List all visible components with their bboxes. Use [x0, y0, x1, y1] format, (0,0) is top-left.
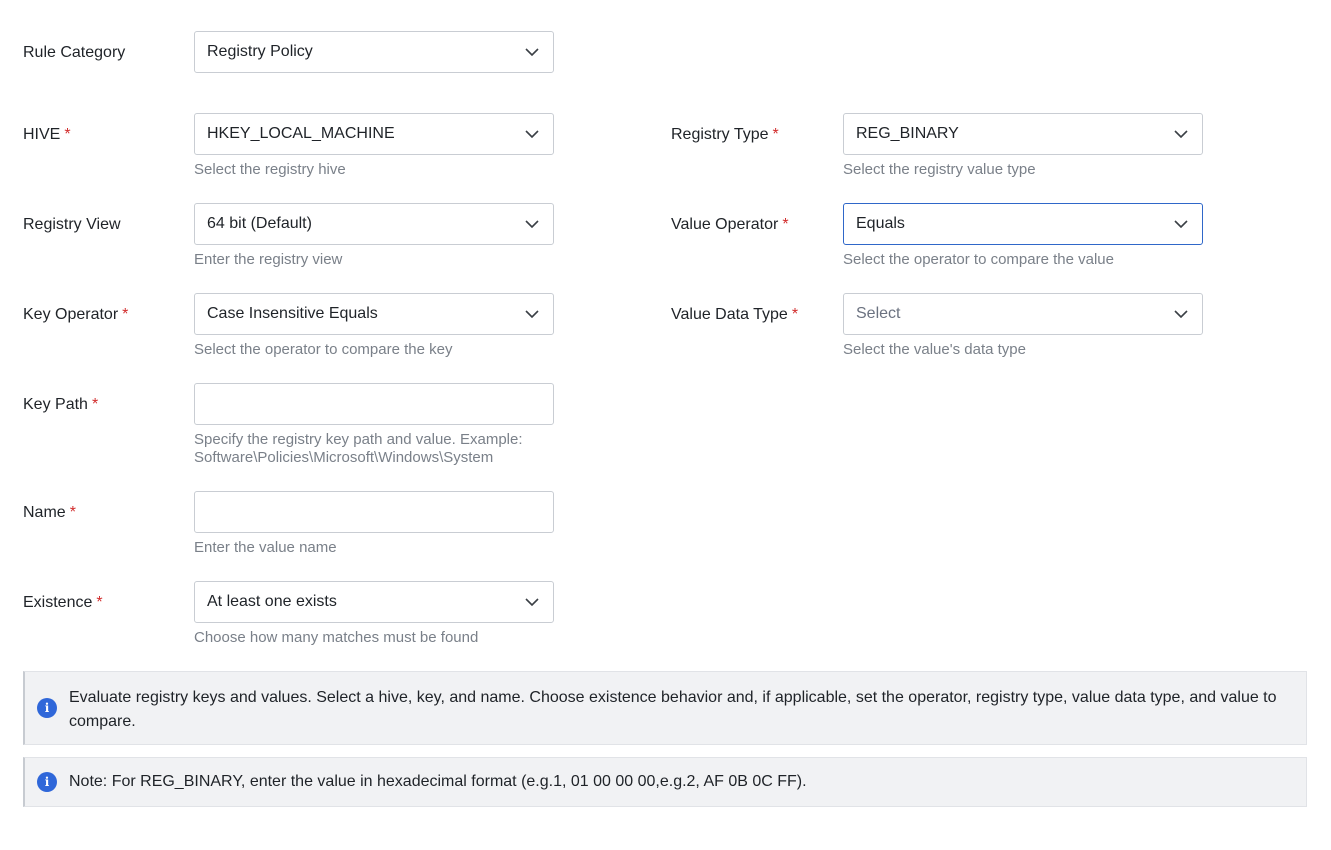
value-data-type-help: Select the value's data type	[843, 341, 1026, 358]
required-marker: *	[791, 306, 799, 323]
name-input[interactable]	[207, 492, 541, 532]
value-data-type-label: Value Data Type *	[671, 306, 799, 323]
key-operator-help: Select the operator to compare the key	[194, 341, 453, 358]
key-path-input[interactable]	[207, 384, 541, 424]
key-operator-select[interactable]	[194, 293, 554, 335]
hive-value: HKEY_LOCAL_MACHINE	[207, 125, 395, 142]
info-icon: i	[37, 698, 57, 718]
info-banner-text: Evaluate registry keys and values. Select a hive, key, and name. Choose existence behavior and, if applicable, set the operator, registry type, value data type, and value to compare.	[69, 689, 1277, 730]
note-banner-text: Note: For REG_BINARY, enter the value in hexadecimal format (e.g.1, 01 00 00 00,e.g.2, AF 0B 0C FF).	[69, 773, 807, 790]
required-marker: *	[64, 126, 71, 143]
key-path-help-line1: Specify the registry key path and value. Example:	[194, 431, 523, 448]
registry-view-select[interactable]	[194, 203, 554, 245]
rule-category-label: Rule Category	[23, 44, 126, 61]
hive-help: Select the registry hive	[194, 161, 346, 178]
key-operator-value: Case Insensitive Equals	[207, 305, 378, 322]
registry-type-help: Select the registry value type	[843, 161, 1036, 178]
existence-label: Existence *	[23, 594, 103, 611]
required-marker: *	[91, 396, 99, 413]
value-operator-label: Value Operator *	[671, 216, 789, 233]
info-banner	[23, 671, 1307, 745]
hive-select[interactable]	[194, 113, 554, 155]
registry-type-value: REG_BINARY	[856, 125, 959, 142]
info-icon: i	[37, 772, 57, 792]
registry-view-label: Registry View	[23, 216, 121, 233]
required-marker: *	[772, 126, 779, 143]
value-operator-select[interactable]	[843, 203, 1203, 245]
required-marker: *	[122, 306, 129, 323]
name-help: Enter the value name	[194, 539, 337, 556]
key-path-help	[194, 431, 574, 467]
chevron-down-icon	[1172, 215, 1190, 233]
key-path-help-line2: Software\Policies\Microsoft\Windows\System	[194, 449, 494, 466]
chevron-down-icon	[523, 215, 541, 233]
chevron-down-icon	[523, 125, 541, 143]
required-marker: *	[69, 504, 76, 521]
required-marker: *	[96, 594, 103, 611]
rule-category-value: Registry Policy	[207, 43, 313, 60]
rule-category-select[interactable]	[194, 31, 554, 73]
chevron-down-icon	[1172, 305, 1190, 323]
registry-type-label: Registry Type *	[671, 126, 779, 143]
key-operator-label: Key Operator *	[23, 306, 129, 323]
chevron-down-icon	[523, 305, 541, 323]
name-label: Name *	[23, 504, 76, 521]
chevron-down-icon	[1172, 125, 1190, 143]
value-operator-help: Select the operator to compare the value	[843, 251, 1114, 268]
chevron-down-icon	[523, 593, 541, 611]
existence-value: At least one exists	[207, 593, 337, 610]
key-path-label: Key Path *	[23, 396, 99, 413]
existence-select[interactable]	[194, 581, 554, 623]
existence-help: Choose how many matches must be found	[194, 629, 479, 646]
registry-view-help: Enter the registry view	[194, 251, 343, 268]
key-path-input-wrapper	[194, 383, 554, 425]
registry-type-select[interactable]	[843, 113, 1203, 155]
name-input-wrapper	[194, 491, 554, 533]
value-data-type-select[interactable]	[843, 293, 1203, 335]
note-banner	[23, 757, 1307, 807]
registry-view-value: 64 bit (Default)	[207, 215, 312, 232]
value-data-type-placeholder: Select	[856, 305, 901, 322]
chevron-down-icon	[523, 43, 541, 61]
hive-label: HIVE *	[23, 126, 71, 143]
value-operator-value: Equals	[856, 215, 905, 232]
required-marker: *	[782, 216, 789, 233]
